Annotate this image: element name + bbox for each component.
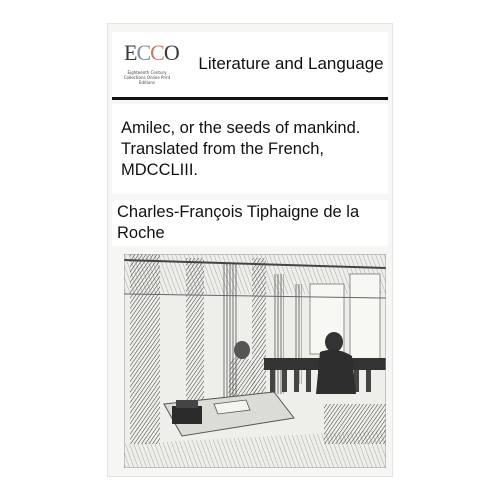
ecco-logo-mark: ECCO	[124, 40, 179, 65]
library-engraving	[124, 254, 386, 468]
book-author: Charles-François Tiphaigne de la Roche	[117, 203, 360, 242]
category-label: Literature and Language	[198, 54, 384, 73]
book-title: Amilec, or the seeds of mankind. Translated from the French, MDCCLIII.	[121, 119, 361, 179]
ecco-logo	[116, 36, 178, 94]
ecco-logo-subtitle: Eighteenth Century Collections Online Print Editions	[123, 70, 171, 85]
header-divider	[112, 97, 388, 100]
